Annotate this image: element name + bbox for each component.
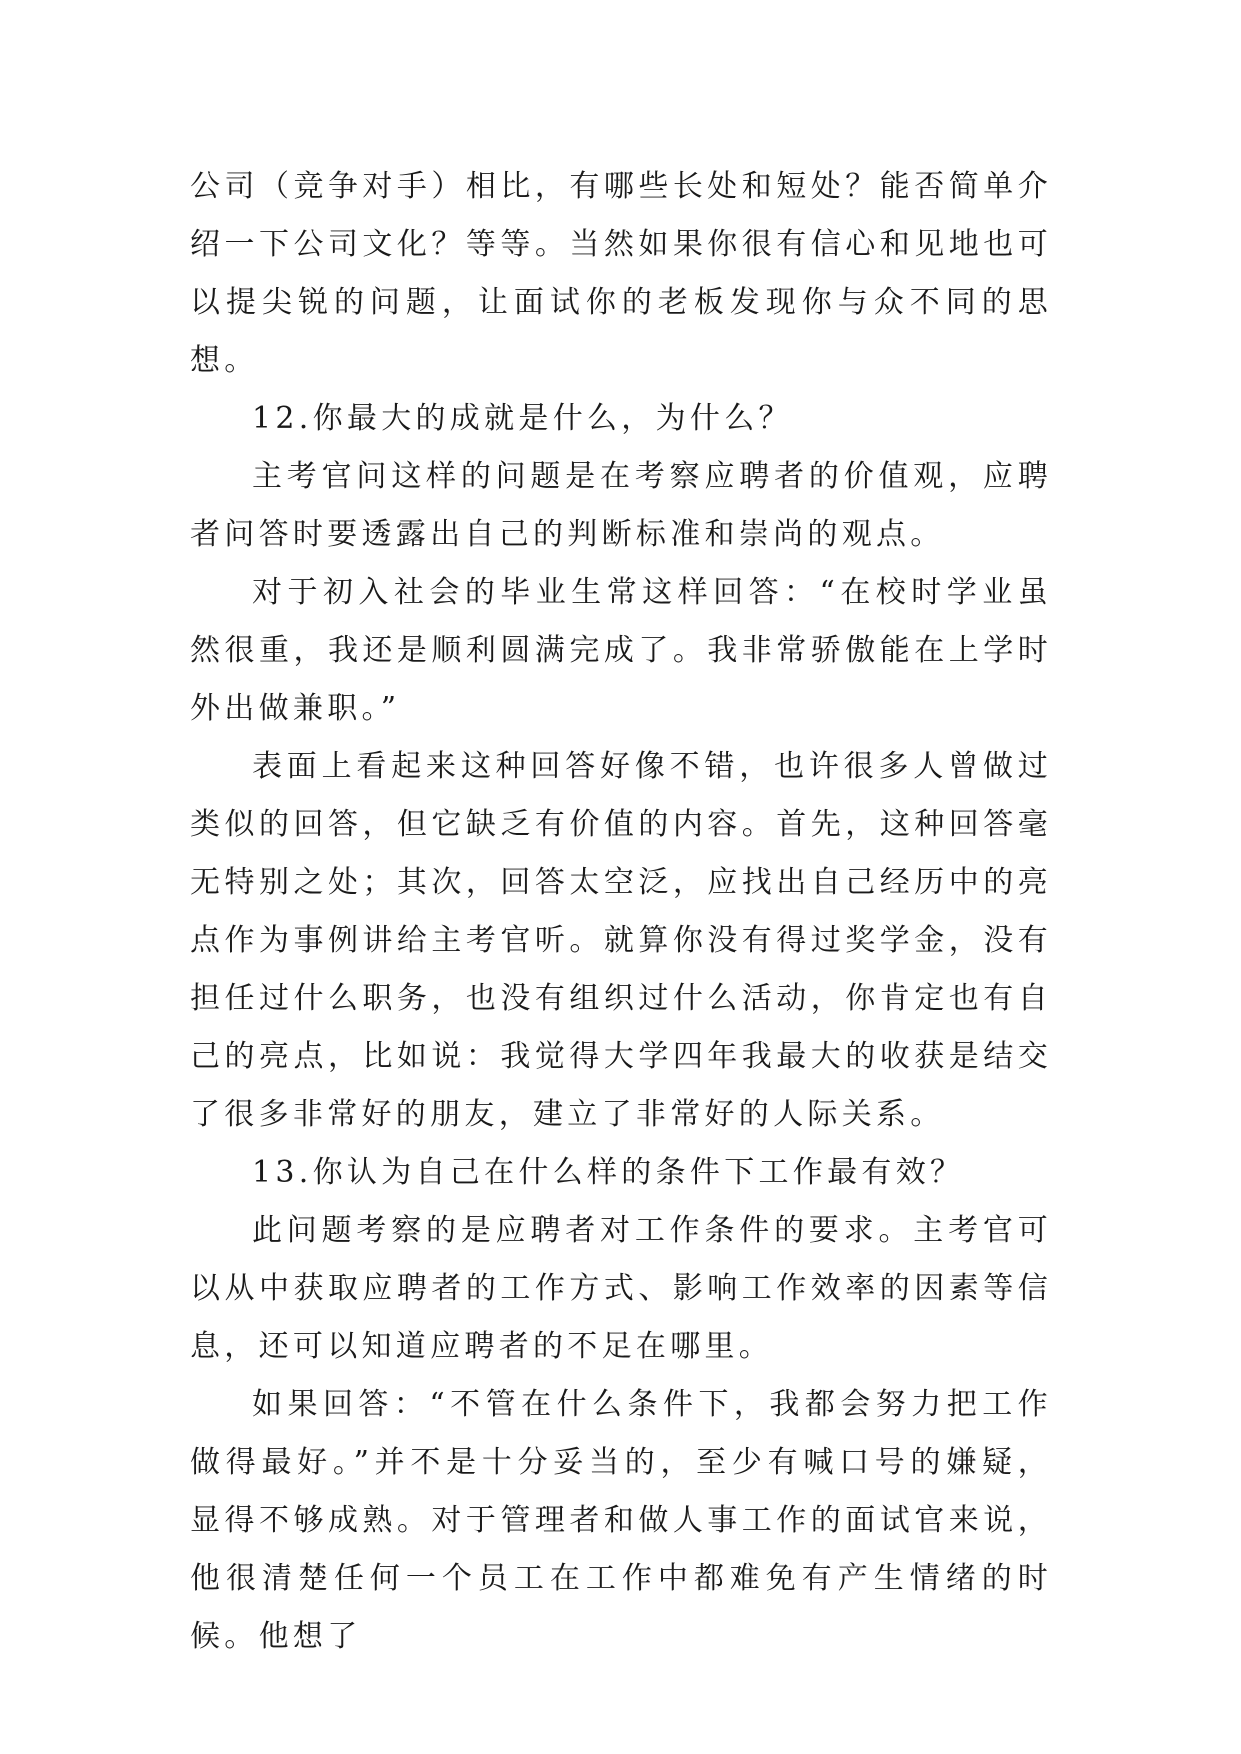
paragraph: 主考官问这样的问题是在考察应聘者的价值观，应聘者问答时要透露出自己的判断标准和崇尚的观点。 [190, 459, 1052, 552]
question-heading-12: 12.你最大的成就是什么，为什么？ [252, 401, 793, 436]
paragraph: 如果回答：“不管在什么条件下，我都会努力把工作做得最好。”并不是十分妥当的，至少有喊口号的嫌疑，显得不够成熟。对于管理者和做人事工作的面试官来说，他很清楚任何一个员工在工作中都难免有产生情绪的时候。他想了 [190, 1387, 1052, 1654]
paragraph: 此问题考察的是应聘者对工作条件的要求。主考官可以从中获取应聘者的工作方式、影响工作效率的因素等信息，还可以知道应聘者的不足在哪里。 [190, 1213, 1052, 1364]
document-body [190, 158, 1052, 1666]
question-heading-13: 13.你认为自己在什么样的条件下工作最有效？ [252, 1155, 965, 1190]
paragraph: 对于初入社会的毕业生常这样回答：“在校时学业虽然很重，我还是顺利圆满完成了。我非常骄傲能在上学时外出做兼职。” [190, 575, 1052, 726]
paragraph-continuation: 公司（竞争对手）相比，有哪些长处和短处？能否简单介绍一下公司文化？等等。当然如果你很有信心和见地也可以提尖锐的问题，让面试你的老板发现你与众不同的思想。 [190, 169, 1052, 378]
paragraph: 表面上看起来这种回答好像不错，也许很多人曾做过类似的回答，但它缺乏有价值的内容。首先，这种回答毫无特别之处；其次，回答太空泛，应找出自己经历中的亮点作为事例讲给主考官听。就算你没有得过奖学金，没有担任过什么职务，也没有组织过什么活动，你肯定也有自己的亮点，比如说：我觉得大学四年我最大的收获是结交了很多非常好的朋友，建立了非常好的人际关系。 [190, 749, 1052, 1132]
